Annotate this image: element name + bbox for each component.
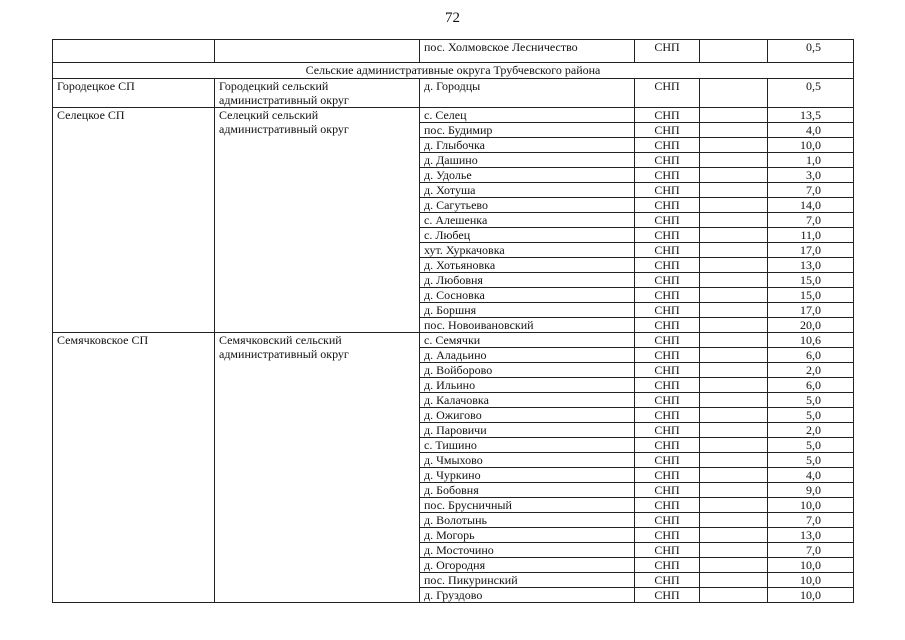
okrug-cell [215,40,420,63]
extra-cell [700,198,768,213]
category-cell: СНП [635,378,700,393]
category-cell: СНП [635,558,700,573]
settlement-cell: с. Селец [420,108,635,123]
settlement-cell: д. Груздово [420,588,635,603]
category-cell: СНП [635,498,700,513]
value-cell: 7,0 [768,543,854,558]
settlement-cell: пос. Холмовское Лесничество [420,40,635,63]
sp-cell: Семячковское СП [53,333,215,603]
value-cell: 13,0 [768,528,854,543]
category-cell: СНП [635,123,700,138]
settlement-cell: д. Огородня [420,558,635,573]
settlement-cell: д. Мосточино [420,543,635,558]
settlement-cell: д. Чуркино [420,468,635,483]
settlement-cell: д. Бобовня [420,483,635,498]
extra-cell [700,228,768,243]
extra-cell [700,303,768,318]
value-cell: 10,6 [768,333,854,348]
category-cell: СНП [635,408,700,423]
extra-cell [700,168,768,183]
extra-cell [700,333,768,348]
section-caption-row [53,63,854,79]
settlement-cell: с. Тишино [420,438,635,453]
settlement-cell: д. Войборово [420,363,635,378]
extra-cell [700,588,768,603]
category-cell: СНП [635,79,700,108]
value-cell: 17,0 [768,303,854,318]
extra-cell [700,183,768,198]
value-cell: 6,0 [768,348,854,363]
extra-cell [700,543,768,558]
category-cell: СНП [635,258,700,273]
settlement-cell: д. Чмыхово [420,453,635,468]
value-cell: 7,0 [768,183,854,198]
extra-cell [700,288,768,303]
settlement-cell: пос. Брусничный [420,498,635,513]
extra-cell [700,123,768,138]
value-cell: 0,5 [768,79,854,108]
category-cell: СНП [635,543,700,558]
value-cell: 11,0 [768,228,854,243]
extra-cell [700,318,768,333]
settlement-cell: д. Боршня [420,303,635,318]
okrug-cell: Городецкий сельский административный округ [215,79,420,108]
settlement-cell: д. Сосновка [420,288,635,303]
value-cell: 13,5 [768,108,854,123]
category-cell: СНП [635,423,700,438]
value-cell: 10,0 [768,498,854,513]
table-row [53,108,854,123]
value-cell: 20,0 [768,318,854,333]
extra-cell [700,243,768,258]
value-cell: 10,0 [768,558,854,573]
value-cell: 5,0 [768,393,854,408]
category-cell: СНП [635,198,700,213]
value-cell: 0,5 [768,40,854,63]
settlement-cell: д. Хотьяновка [420,258,635,273]
extra-cell [700,453,768,468]
value-cell: 7,0 [768,213,854,228]
category-cell: СНП [635,318,700,333]
category-cell: СНП [635,138,700,153]
value-cell: 10,0 [768,588,854,603]
extra-cell [700,213,768,228]
sp-cell: Городецкое СП [53,79,215,108]
value-cell: 10,0 [768,138,854,153]
category-cell: СНП [635,483,700,498]
value-cell: 4,0 [768,468,854,483]
settlement-cell: пос. Пикуринский [420,573,635,588]
settlement-cell: д. Волотынь [420,513,635,528]
settlement-cell: д. Дашино [420,153,635,168]
category-cell: СНП [635,363,700,378]
extra-cell [700,40,768,63]
extra-cell [700,528,768,543]
settlement-cell: д. Ожигово [420,408,635,423]
settlement-cell: д. Глыбочка [420,138,635,153]
okrug-cell: Семячковский сельский административный округ [215,333,420,603]
table-row [53,333,854,348]
settlement-cell: пос. Будимир [420,123,635,138]
extra-cell [700,483,768,498]
settlement-cell: с. Любец [420,228,635,243]
value-cell: 10,0 [768,573,854,588]
extra-cell [700,498,768,513]
settlement-cell: д. Любовня [420,273,635,288]
category-cell: СНП [635,513,700,528]
settlement-cell: с. Семячки [420,333,635,348]
value-cell: 15,0 [768,273,854,288]
section-caption: Сельские административные округа Трубчевского района [53,63,854,79]
extra-cell [700,108,768,123]
value-cell: 5,0 [768,438,854,453]
category-cell: СНП [635,393,700,408]
extra-cell [700,573,768,588]
extra-cell [700,378,768,393]
category-cell: СНП [635,153,700,168]
value-cell: 15,0 [768,288,854,303]
value-cell: 1,0 [768,153,854,168]
settlement-cell: пос. Новоивановский [420,318,635,333]
settlement-cell: д. Удолье [420,168,635,183]
extra-cell [700,468,768,483]
settlements-table [52,39,854,603]
page-number: 72 [445,10,460,26]
category-cell: СНП [635,333,700,348]
category-cell: СНП [635,303,700,318]
table-row [53,40,854,63]
sp-cell [53,40,215,63]
extra-cell [700,363,768,378]
category-cell: СНП [635,243,700,258]
category-cell: СНП [635,40,700,63]
table-row [53,79,854,108]
settlement-cell: д. Паровичи [420,423,635,438]
extra-cell [700,438,768,453]
settlement-cell: хут. Хуркачовка [420,243,635,258]
category-cell: СНП [635,588,700,603]
extra-cell [700,513,768,528]
extra-cell [700,79,768,108]
value-cell: 13,0 [768,258,854,273]
category-cell: СНП [635,273,700,288]
category-cell: СНП [635,573,700,588]
value-cell: 3,0 [768,168,854,183]
settlement-cell: д. Городцы [420,79,635,108]
category-cell: СНП [635,288,700,303]
extra-cell [700,348,768,363]
value-cell: 4,0 [768,123,854,138]
table-body [53,40,854,603]
category-cell: СНП [635,108,700,123]
extra-cell [700,153,768,168]
extra-cell [700,558,768,573]
extra-cell [700,273,768,288]
value-cell: 5,0 [768,453,854,468]
value-cell: 14,0 [768,198,854,213]
value-cell: 2,0 [768,423,854,438]
settlement-cell: д. Калачовка [420,393,635,408]
category-cell: СНП [635,468,700,483]
extra-cell [700,393,768,408]
extra-cell [700,408,768,423]
value-cell: 9,0 [768,483,854,498]
settlement-cell: д. Сагутьево [420,198,635,213]
okrug-cell: Селецкий сельский административный округ [215,108,420,333]
settlement-cell: с. Алешенка [420,213,635,228]
category-cell: СНП [635,228,700,243]
value-cell: 7,0 [768,513,854,528]
category-cell: СНП [635,348,700,363]
value-cell: 5,0 [768,408,854,423]
value-cell: 2,0 [768,363,854,378]
settlement-cell: д. Могорь [420,528,635,543]
value-cell: 6,0 [768,378,854,393]
category-cell: СНП [635,168,700,183]
extra-cell [700,258,768,273]
settlement-cell: д. Хотуша [420,183,635,198]
settlement-cell: д. Аладьино [420,348,635,363]
category-cell: СНП [635,183,700,198]
category-cell: СНП [635,213,700,228]
settlement-cell: д. Ильино [420,378,635,393]
sp-cell: Селецкое СП [53,108,215,333]
category-cell: СНП [635,453,700,468]
extra-cell [700,423,768,438]
value-cell: 17,0 [768,243,854,258]
category-cell: СНП [635,438,700,453]
category-cell: СНП [635,528,700,543]
extra-cell [700,138,768,153]
